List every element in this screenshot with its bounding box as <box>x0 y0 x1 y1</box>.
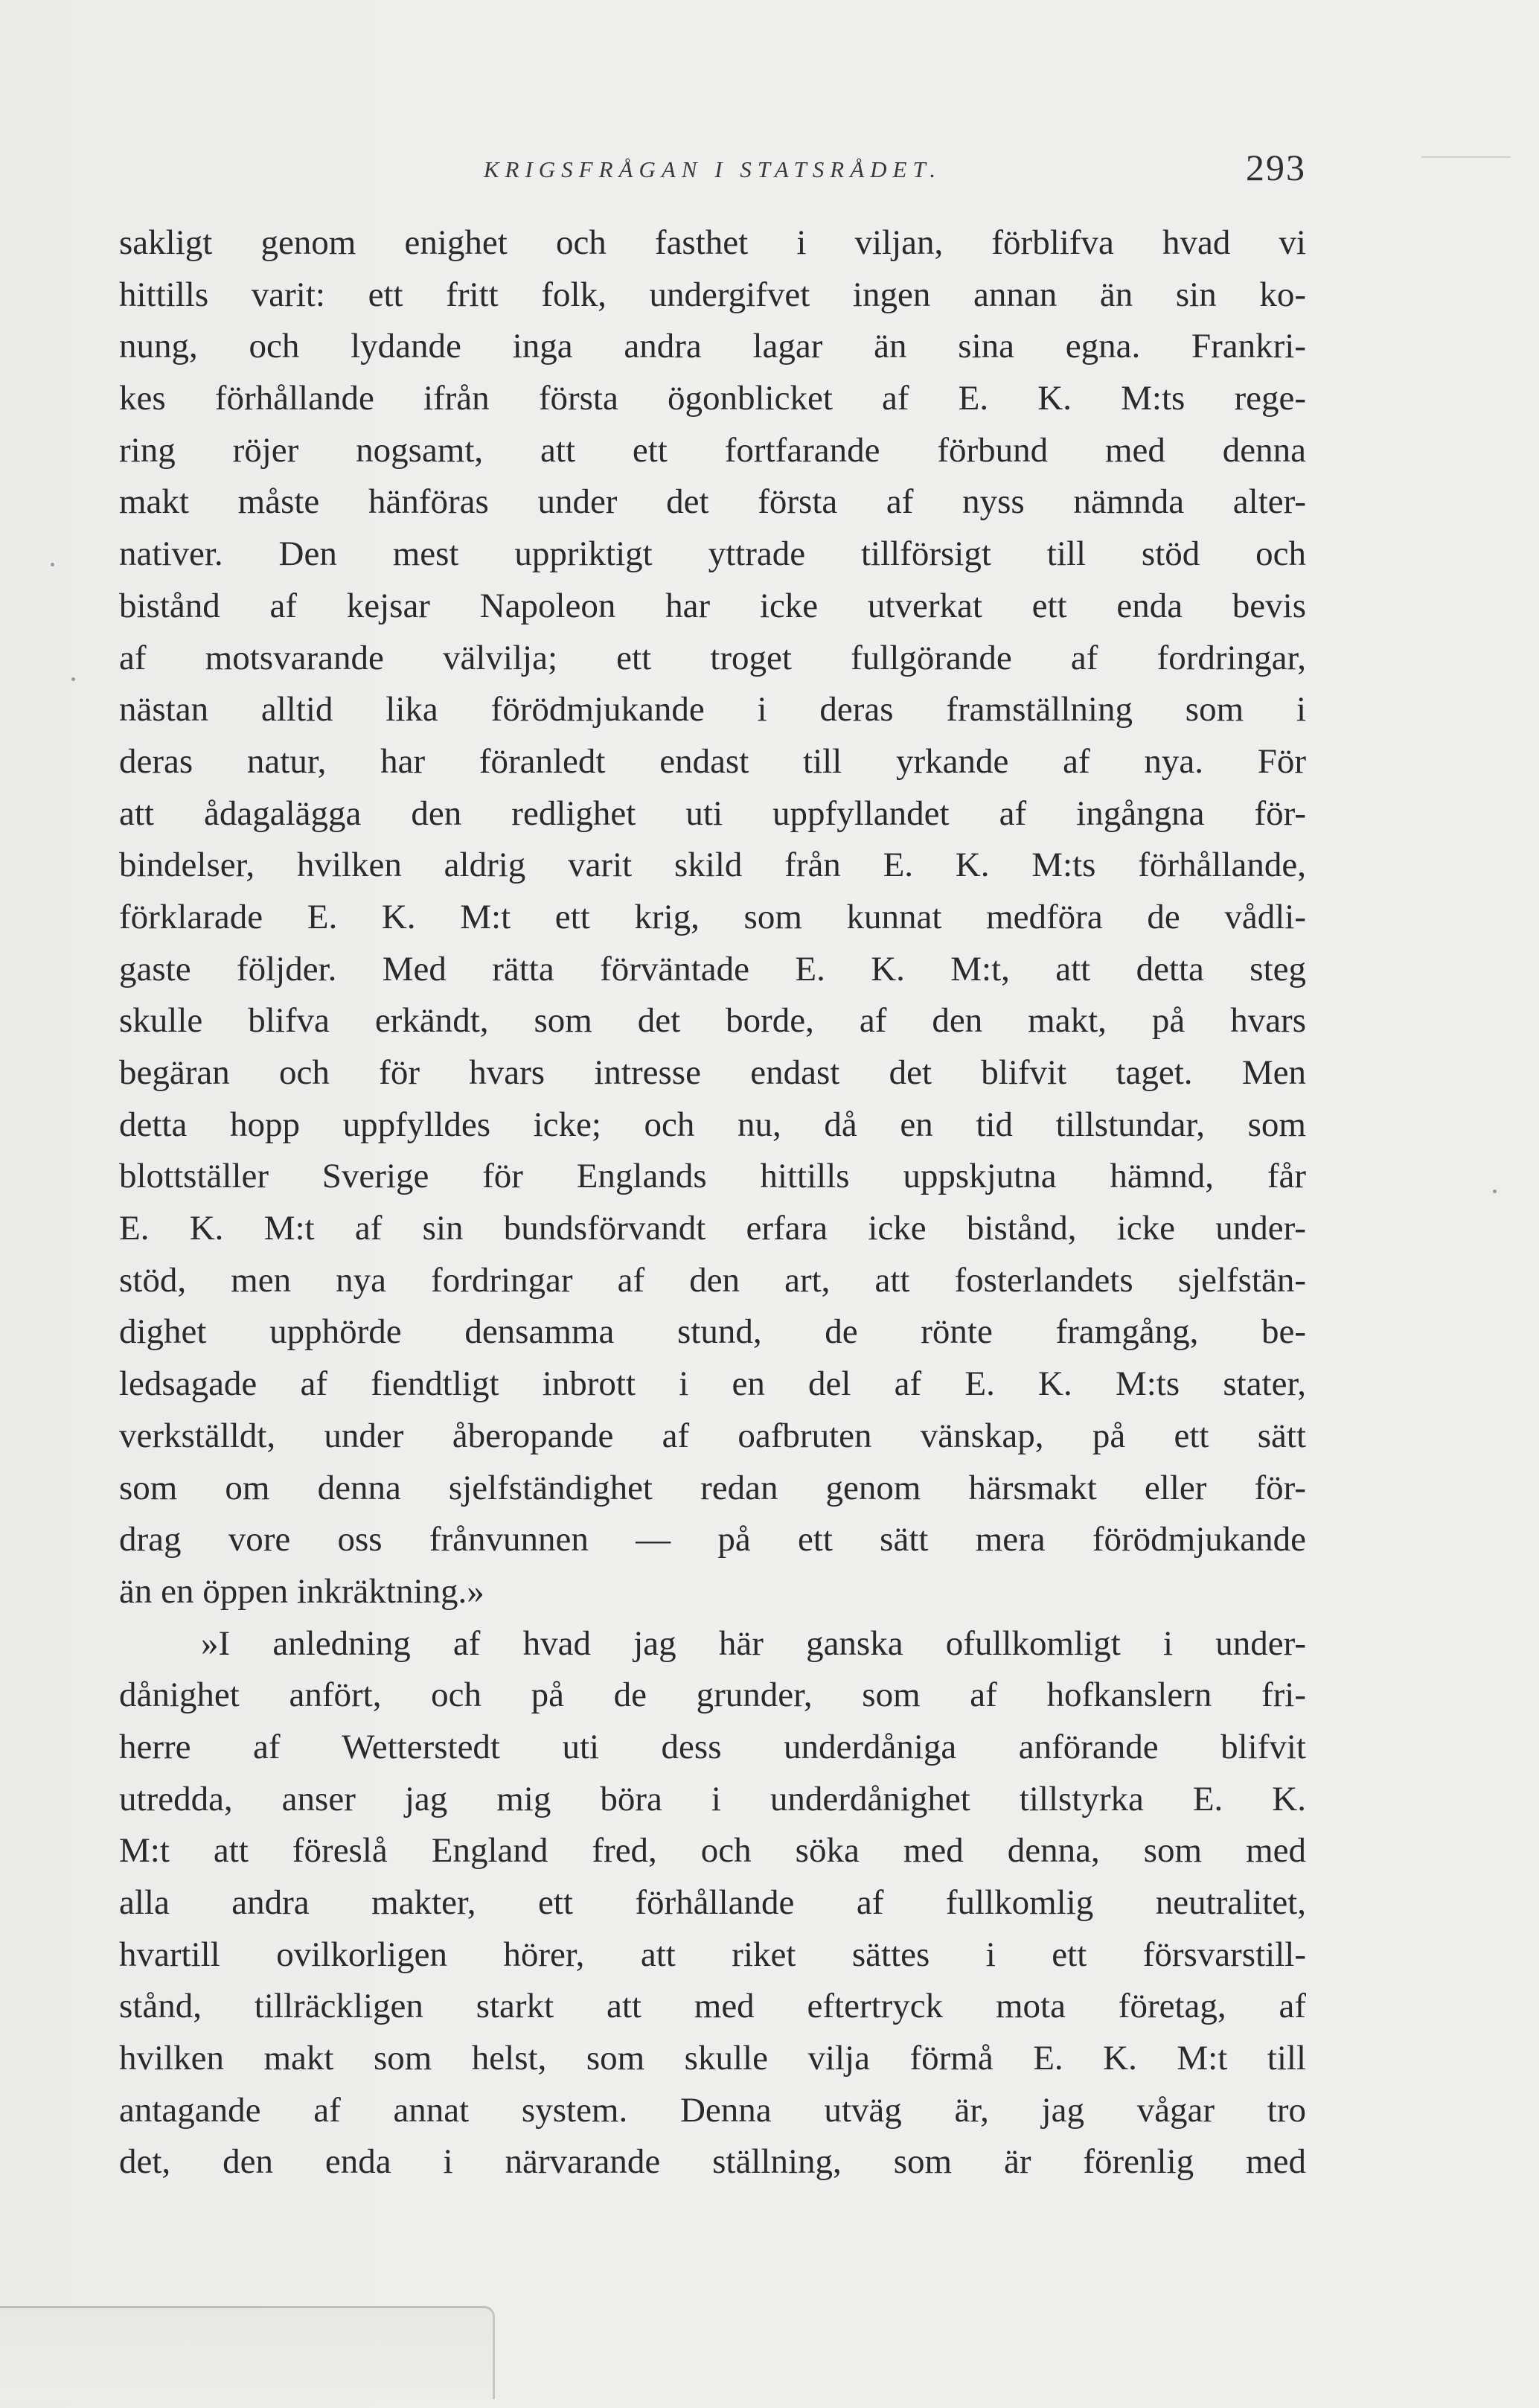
text-line: utredda, anser jag mig böra i underdånighet tillstyrka E. K. <box>119 1779 1306 1818</box>
text-line: M:t att föreslå England fred, och söka med denna, som med <box>119 1831 1306 1871</box>
text-line: dånighet anfört, och på de grunder, som af hofkanslern fri- <box>119 1676 1306 1715</box>
text-line: ledsagade af fiendtligt inbrott i en del af E. K. M:ts stater, <box>119 1364 1306 1404</box>
text-line: hittills varit: ett fritt folk, undergifvet ingen annan än sin ko- <box>119 275 1306 314</box>
text-line: skulle blifva erkändt, som det borde, af den makt, på hvars <box>119 1001 1306 1041</box>
text-line: det, den enda i närvarande ställning, som är förenlig med <box>119 2142 1306 2182</box>
text-line: bindelser, hvilken aldrig varit skild från E. K. M:ts förhållande, <box>119 846 1306 885</box>
text-line: herre af Wetterstedt uti dess underdåniga anförande blifvit <box>119 1727 1306 1766</box>
text-line: af motsvarande välvilja; ett troget fullgörande af fordringar, <box>119 638 1306 677</box>
text-line: nung, och lydande inga andra lagar än sina egna. Frankri- <box>119 327 1306 366</box>
margin-rule <box>1421 156 1511 158</box>
text-line: antagande af annat system. Denna utväg är, jag vågar tro <box>119 2090 1306 2130</box>
text-line: som om denna sjelfständighet redan genom härsmakt eller för- <box>119 1468 1306 1507</box>
text-line: drag vore oss frånvunnen — på ett sätt mera förödmjukande <box>119 1520 1306 1559</box>
text-line: alla andra makter, ett förhållande af fullkomlig neutralitet, <box>119 1883 1306 1922</box>
text-line: makt måste hänföras under det första af nyss nämnda alter- <box>119 482 1306 522</box>
text-line: E. K. M:t af sin bundsförvandt erfara icke bistånd, icke under- <box>119 1209 1306 1248</box>
text-line: hvartill ovilkorligen hörer, att riket sättes i ett försvarstill- <box>119 1935 1306 1974</box>
text-line: bistånd af kejsar Napoleon har icke utverkat ett enda bevis <box>119 586 1306 625</box>
running-title: KRIGSFRÅGAN I STATSRÅDET. <box>483 156 942 182</box>
text-line: detta hopp uppfylldes icke; och nu, då en tid tillstundar, som <box>119 1105 1306 1144</box>
text-line-indented: »I anledning af hvad jag här ganska ofullkomligt i under- <box>201 1623 1306 1663</box>
running-head <box>119 146 1306 198</box>
body-text <box>119 217 1306 2188</box>
text-line: blottställer Sverige för Englands hittills uppskjutna hämnd, får <box>119 1157 1306 1196</box>
page-tab-edge <box>0 2306 495 2399</box>
margin-speck <box>1493 1189 1497 1193</box>
page-number: 293 <box>1246 147 1306 188</box>
text-line: förklarade E. K. M:t ett krig, som kunnat medföra de vådli- <box>119 897 1306 936</box>
text-line: dighet upphörde densamma stund, de rönte framgång, be- <box>119 1312 1306 1352</box>
text-line: gaste följder. Med rätta förväntade E. K. M:t, att detta steg <box>119 949 1306 989</box>
text-line: att ådagalägga den redlighet uti uppfyllandet af ingångna för- <box>119 793 1306 833</box>
text-line: stånd, tillräckligen starkt att med eftertryck mota företag, af <box>119 1987 1306 2026</box>
text-line: kes förhållande ifrån första ögonblicket af E. K. M:ts rege- <box>119 379 1306 418</box>
text-line: nativer. Den mest uppriktigt yttrade tillförsigt till stöd och <box>119 534 1306 574</box>
text-line: än en öppen inkräktning.» <box>119 1571 484 1611</box>
text-line: verkställdt, under åberopande af oafbruten vänskap, på ett sätt <box>119 1416 1306 1455</box>
text-line: deras natur, har föranledt endast till yrkande af nya. För <box>119 741 1306 781</box>
text-line: ring röjer nogsamt, att ett fortfarande förbund med denna <box>119 430 1306 470</box>
text-line: hvilken makt som helst, som skulle vilja förmå E. K. M:t till <box>119 2039 1306 2078</box>
text-line: stöd, men nya fordringar af den art, att fosterlandets sjelfstän- <box>119 1260 1306 1300</box>
text-line: sakligt genom enighet och fasthet i viljan, förblifva hvad vi <box>119 223 1306 262</box>
text-line: nästan alltid lika förödmjukande i deras framställning som i <box>119 690 1306 729</box>
margin-speck <box>71 677 75 681</box>
text-line: begäran och för hvars intresse endast det blifvit taget. Men <box>119 1053 1306 1092</box>
margin-speck <box>51 563 54 566</box>
